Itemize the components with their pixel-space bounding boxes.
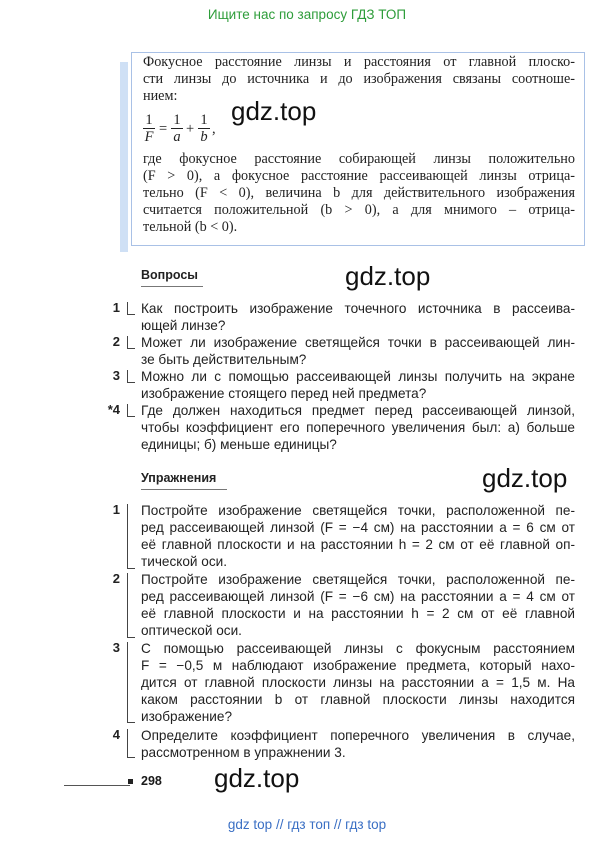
- watermark: gdz.top: [231, 96, 317, 126]
- exercise-number: 4: [112, 727, 120, 742]
- question-number: 2: [112, 334, 120, 349]
- formula-comma: ,: [212, 121, 216, 137]
- formula-numerator: 1: [173, 112, 181, 128]
- theory-accent-bar: [120, 62, 128, 252]
- question-text: [141, 402, 575, 453]
- questions-title-underline: [141, 286, 203, 287]
- text-line: Может ли изображение светящейся точки в рассеивающей лин-: [141, 335, 575, 350]
- item-bracket: [127, 504, 135, 569]
- theory-line: сти линзы до источника и до изображения связаны соотноше-: [143, 71, 575, 87]
- text-line: тической оси.: [141, 554, 228, 569]
- exercises-title-underline: [141, 489, 227, 490]
- exercise-text: [141, 502, 575, 570]
- text-line: её главной плоскости и на расстоянии h = 2 см от её главной оп-: [141, 537, 575, 552]
- exercise-text: [141, 727, 575, 761]
- question-text: [141, 300, 575, 334]
- item-bracket: [127, 573, 135, 638]
- text-line: Где должен находиться предмет перед рассеивающей линзой,: [141, 403, 575, 418]
- watermark: gdz.top: [345, 261, 431, 291]
- text-line: Можно ли с помощью рассеивающей линзы получить на экране: [141, 369, 575, 384]
- text-line: С помощью рассеивающей линзы с фокусным расстоянием: [141, 641, 575, 656]
- question-text: [141, 368, 575, 402]
- exercise-text: [141, 571, 575, 639]
- text-line: её главной плоскости и на расстоянии h = 2 см от её главной: [141, 606, 575, 621]
- text-line: ред рассеивающей линзой (F = −4 см) на расстоянии a = 6 см от: [141, 520, 575, 535]
- text-line: оптической оси.: [141, 623, 242, 638]
- formula-equals: =: [159, 121, 168, 137]
- page-marker: [128, 779, 133, 784]
- question-number: *4: [107, 402, 120, 417]
- top-banner: Ищите нас по запросу ГДЗ ТОП: [207, 7, 407, 22]
- theory-line: (F > 0), а фокусное расстояние рассеивающей линзы отрица-: [143, 168, 575, 184]
- item-bracket: [127, 404, 135, 417]
- exercises-title: Упражнения: [141, 471, 217, 485]
- formula-denominator: a: [173, 129, 181, 145]
- exercise-number: 2: [112, 571, 120, 586]
- item-bracket: [127, 370, 135, 383]
- question-text: [141, 334, 575, 368]
- formula-denominator: b: [200, 129, 208, 145]
- text-line: ющей линзе?: [141, 318, 226, 333]
- page-number: 298: [141, 774, 162, 788]
- text-line: Постройте изображение светящейся точки, расположенной пе-: [141, 503, 575, 518]
- text-line: изображение стоящего перед ней предмета?: [141, 386, 427, 401]
- bottom-banner: gdz top // гдз топ // гдз top: [227, 817, 387, 832]
- formula-fraction-1-over-b: [198, 112, 210, 145]
- item-bracket: [127, 336, 135, 349]
- text-line: единицы; б) меньше единицы?: [141, 437, 337, 452]
- text-line: изображение?: [141, 709, 233, 724]
- page-number-rule: [64, 785, 130, 786]
- theory-paragraph-1: [143, 54, 575, 105]
- formula-denominator: F: [144, 129, 154, 145]
- theory-line: где фокусное расстояние собирающей линзы положительно: [143, 151, 575, 167]
- exercise-number: 1: [112, 502, 120, 517]
- theory-paragraph-2: [143, 151, 575, 236]
- text-line: чтобы коэффициент его поперечного увеличения был: а) больше: [141, 420, 575, 435]
- formula-plus: +: [186, 121, 195, 137]
- theory-line: нием:: [143, 88, 178, 104]
- text-line: рассмотренном в упражнении 3.: [141, 745, 346, 760]
- item-bracket: [127, 302, 135, 315]
- exercise-text: [141, 640, 575, 725]
- formula-numerator: 1: [200, 112, 208, 128]
- theory-line: считается положительной (b > 0), а для мнимого – отрица-: [143, 202, 575, 218]
- formula-numerator: 1: [145, 112, 153, 128]
- text-line: Определите коэффициент поперечного увеличения в случае,: [141, 728, 575, 743]
- watermark: gdz.top: [214, 763, 300, 793]
- item-bracket: [127, 729, 135, 758]
- formula-fraction-1-over-F: [143, 112, 155, 145]
- watermark: gdz.top: [482, 463, 568, 493]
- theory-line: тельной (b < 0).: [143, 219, 238, 235]
- theory-line: тельно (F < 0), величина b для действительного изображения: [143, 185, 575, 201]
- text-line: ред рассеивающей линзой (F = −6 см) на расстоянии a = 4 см от: [141, 589, 575, 604]
- exercise-number: 3: [112, 640, 120, 655]
- questions-title: Вопросы: [141, 268, 198, 282]
- text-line: зе быть действительным?: [141, 352, 307, 367]
- text-line: F = −0,5 м наблюдают изображение предмета, который нахо-: [141, 658, 575, 673]
- text-line: Как построить изображение точечного источника в рассеива-: [141, 301, 575, 316]
- theory-line: Фокусное расстояние линзы и расстояния от главной плоско-: [143, 54, 575, 70]
- question-number: 3: [112, 368, 120, 383]
- text-line: каком расстоянии b от главной плоскости линзы находится: [141, 692, 575, 707]
- text-line: Постройте изображение светящейся точки, расположенной пе-: [141, 572, 575, 587]
- item-bracket: [127, 642, 135, 723]
- question-number: 1: [112, 300, 120, 315]
- formula-fraction-1-over-a: [171, 112, 183, 145]
- text-line: дится от главной плоскости линзы на расстоянии a = 1,5 м. На: [141, 675, 575, 690]
